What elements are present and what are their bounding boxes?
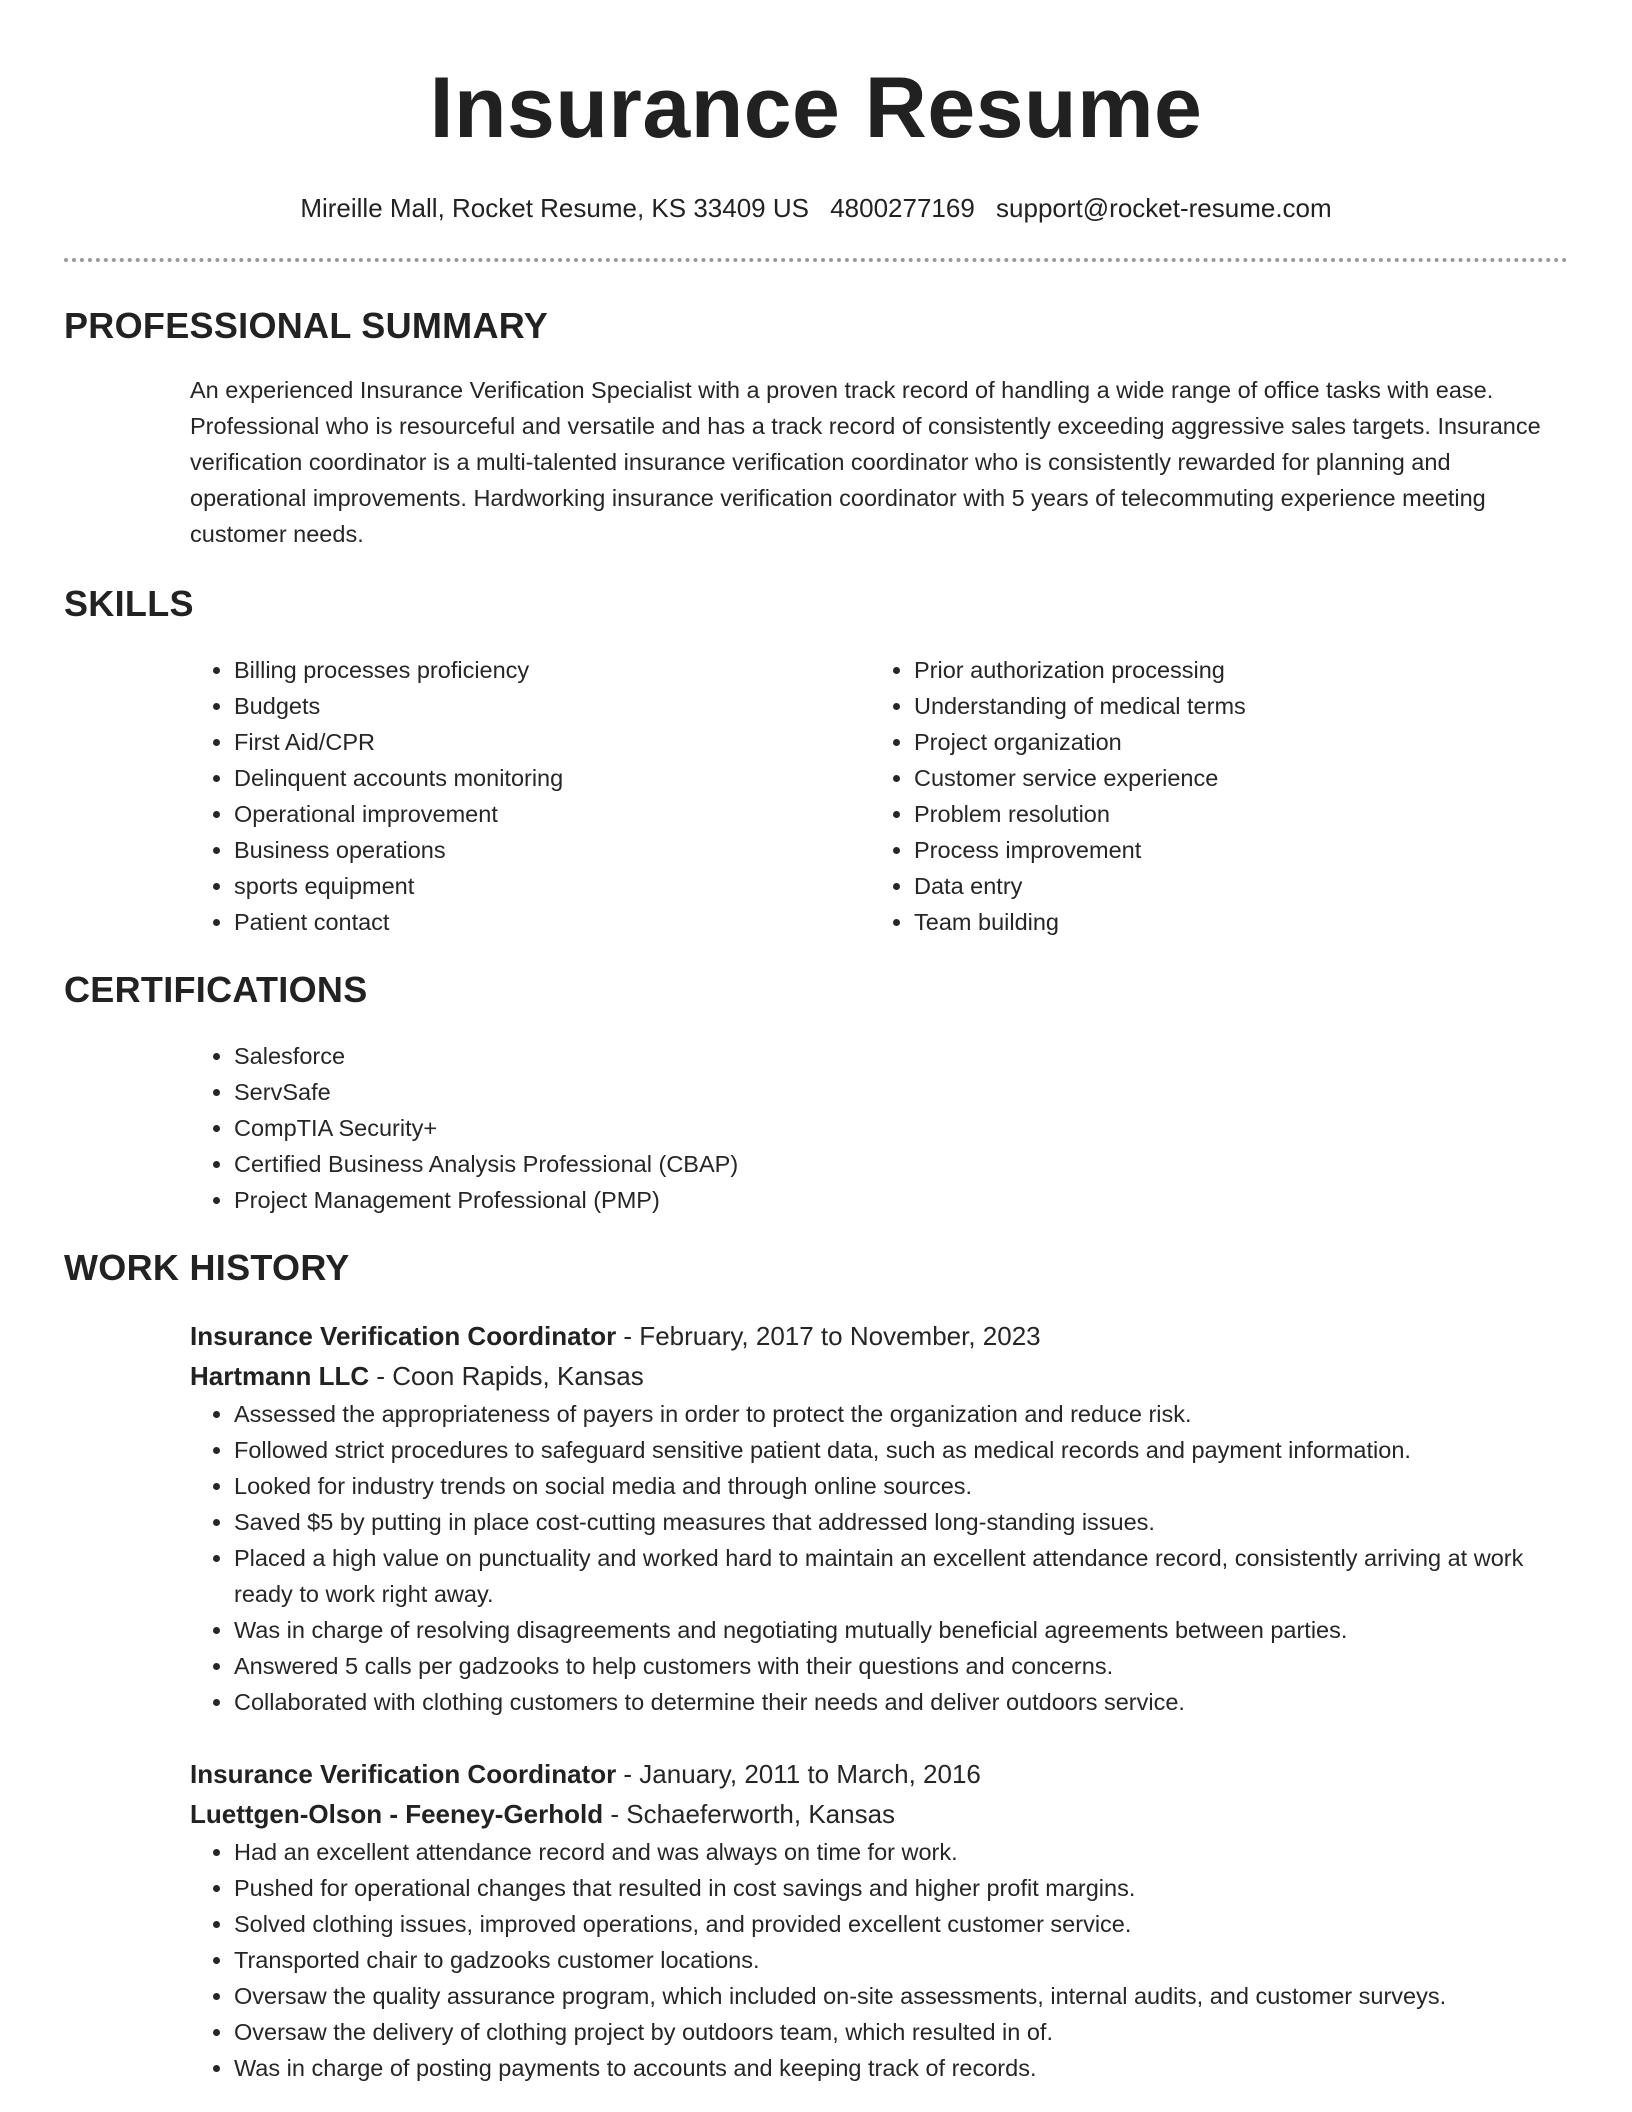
job-duties-list [64,1834,1568,2086]
header-divider [64,258,1568,262]
summary-text: An experienced Insurance Verification Specialist with a proven track record of handling a wide range of office tasks with ease. Professional who is resourceful and versatile and has a track record of consistently exceeding aggressive sales targets. Insurance verification coordinator is a multi-talented insurance verification coordinator who is consistently rewarded for planning and operational improvements. Hardworking insurance verification coordinator with 5 years of telecommuting experience meeting customer needs. [190,377,1541,547]
job-duty: • Answered 5 calls per gadzooks to help customers with their questions and concerns. [234,1648,1568,1684]
job-dates: - February, 2017 to November, 2023 [616,1321,1041,1351]
skills-grid [190,652,1568,940]
job-duties-list [64,1396,1568,1720]
skill-item: • sports equipment [234,868,870,904]
skill-item: • Process improvement [914,832,1550,868]
skill-item: • Problem resolution [914,796,1550,832]
job-duty: • Pushed for operational changes that resulted in cost savings and higher profit margins. [234,1870,1568,1906]
certifications-list [190,1038,1568,1218]
job-company-line [190,1356,1568,1396]
work-history-heading: WORK HISTORY [64,1247,350,1288]
job-entry [190,1754,1568,2086]
contact-phone: 4800277169 [830,193,975,223]
job-location: - Coon Rapids, Kansas [369,1361,644,1391]
resume-title: Insurance Resume [429,60,1203,156]
job-title-line [190,1754,1568,1794]
skill-item: • Prior authorization processing [914,652,1550,688]
skill-item: • Project organization [914,724,1550,760]
job-entry [190,1316,1568,1720]
job-company-line [190,1794,1568,1834]
job-duty: • Was in charge of posting payments to accounts and keeping track of records. [234,2050,1568,2086]
job-company: Luettgen-Olson - Feeney-Gerhold [190,1799,604,1829]
certification-item: • ServSafe [234,1074,1568,1110]
skill-item: • Budgets [234,688,870,724]
job-location: - Schaeferworth, Kansas [603,1799,896,1829]
skills-list-left [190,652,870,940]
skill-item: • Business operations [234,832,870,868]
job-duty: • Looked for industry trends on social media and through online sources. [234,1468,1568,1504]
skills-column-right [870,652,1550,940]
summary-heading: PROFESSIONAL SUMMARY [64,305,549,346]
certifications-heading: CERTIFICATIONS [64,969,368,1010]
skill-item: • Customer service experience [914,760,1550,796]
certifications-block [190,1038,1568,1218]
certification-item: • Project Management Professional (PMP) [234,1182,1568,1218]
contact-address: Mireille Mall, Rocket Resume, KS 33409 US [300,193,809,223]
job-duty: • Saved $5 by putting in place cost-cutting measures that addressed long-standing issues. [234,1504,1568,1540]
job-duty: • Was in charge of resolving disagreements and negotiating mutually beneficial agreements between parties. [234,1612,1568,1648]
job-duty: • Transported chair to gadzooks customer locations. [234,1942,1568,1978]
job-duty: • Had an excellent attendance record and was always on time for work. [234,1834,1568,1870]
job-company: Hartmann LLC [190,1361,370,1391]
job-duty: • Followed strict procedures to safeguard sensitive patient data, such as medical records and payment information. [234,1432,1568,1468]
skills-column-left [190,652,870,940]
job-duty: • Assessed the appropriateness of payers in order to protect the organization and reduce risk. [234,1396,1568,1432]
contact-line [64,192,1568,224]
skill-item: • Patient contact [234,904,870,940]
job-duty: • Collaborated with clothing customers to determine their needs and deliver outdoors service. [234,1684,1568,1720]
skills-list-right [870,652,1550,940]
certification-item: • CompTIA Security+ [234,1110,1568,1146]
job-duty: • Solved clothing issues, improved operations, and provided excellent customer service. [234,1906,1568,1942]
job-duty: • Oversaw the quality assurance program, which included on-site assessments, internal audits, and customer surveys. [234,1978,1568,2014]
job-position: Insurance Verification Coordinator [190,1321,617,1351]
certification-item: • Salesforce [234,1038,1568,1074]
skill-item: • First Aid/CPR [234,724,870,760]
contact-email: support@rocket-resume.com [996,193,1332,223]
job-dates: - January, 2011 to March, 2016 [616,1759,981,1789]
skill-item: • Delinquent accounts monitoring [234,760,870,796]
skill-item: • Data entry [914,868,1550,904]
skill-item: • Billing processes proficiency [234,652,870,688]
job-duty: • Placed a high value on punctuality and worked hard to maintain an excellent attendance record, consistently arriving at work ready to work right away. [234,1540,1568,1612]
skills-heading: SKILLS [64,583,194,624]
job-title-line [190,1316,1568,1356]
job-position: Insurance Verification Coordinator [190,1759,617,1789]
skill-item: • Team building [914,904,1550,940]
skill-item: • Operational improvement [234,796,870,832]
job-duty: • Oversaw the delivery of clothing project by outdoors team, which resulted in of. [234,2014,1568,2050]
certification-item: • Certified Business Analysis Professional (CBAP) [234,1146,1568,1182]
skill-item: • Understanding of medical terms [914,688,1550,724]
